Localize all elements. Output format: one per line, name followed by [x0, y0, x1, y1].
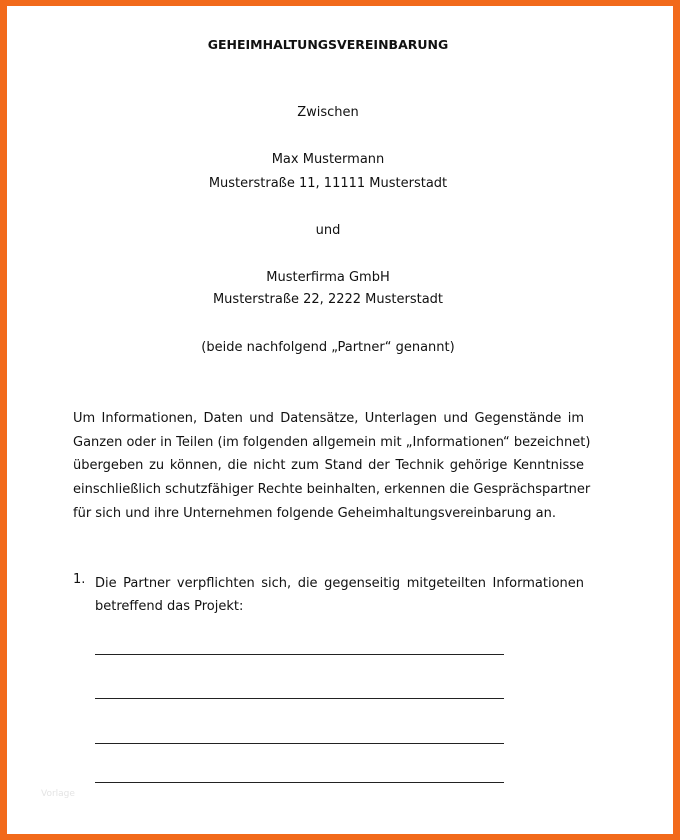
party1-name: Max Mustermann: [271, 152, 385, 167]
item1-line: betreffend das Projekt:: [95, 599, 244, 614]
partner-note: (beide nachfolgend „Partner“ genannt): [201, 340, 455, 355]
intro-line: einschließlich schutzfähiger Rechte beinhalten, erkennen die Gesprächspartner: [73, 482, 591, 498]
intro-line: übergeben zu können, die nicht zum Stand der Technik gehörige Kenntnisse: [73, 458, 584, 474]
intro-line: für sich und ihre Unternehmen folgende Geheimhaltungsvereinbarung an.: [73, 505, 556, 521]
and-label: und: [315, 223, 341, 238]
intro-paragraph: [73, 407, 591, 525]
intro-line: Um Informationen, Daten und Datensätze, Unterlagen und Gegenstände im: [73, 411, 584, 426]
document-title: GEHEIMHALTUNGSVEREINBARUNG: [207, 37, 449, 52]
fill-in-line: [95, 654, 504, 655]
between-label: Zwischen: [297, 105, 359, 120]
item1-text: [95, 572, 584, 618]
party2-name: Musterfirma GmbH: [266, 270, 390, 285]
fill-in-line: [95, 782, 504, 783]
document-page: [7, 6, 673, 834]
fill-in-line: [95, 743, 504, 744]
party1-address: Musterstraße 11, 11111 Musterstadt: [208, 176, 448, 191]
fill-in-line: [95, 698, 504, 699]
item1-line: Die Partner verpflichten sich, die gegenseitig mitgeteilten Informationen: [95, 576, 584, 591]
intro-line: Ganzen oder in Teilen (im folgenden allgemein mit „Informationen“ bezeichnet): [73, 434, 591, 450]
party2-address: Musterstraße 22, 2222 Musterstadt: [212, 292, 444, 307]
item1-number: 1.: [73, 572, 86, 587]
watermark: Vorlage: [41, 789, 75, 799]
